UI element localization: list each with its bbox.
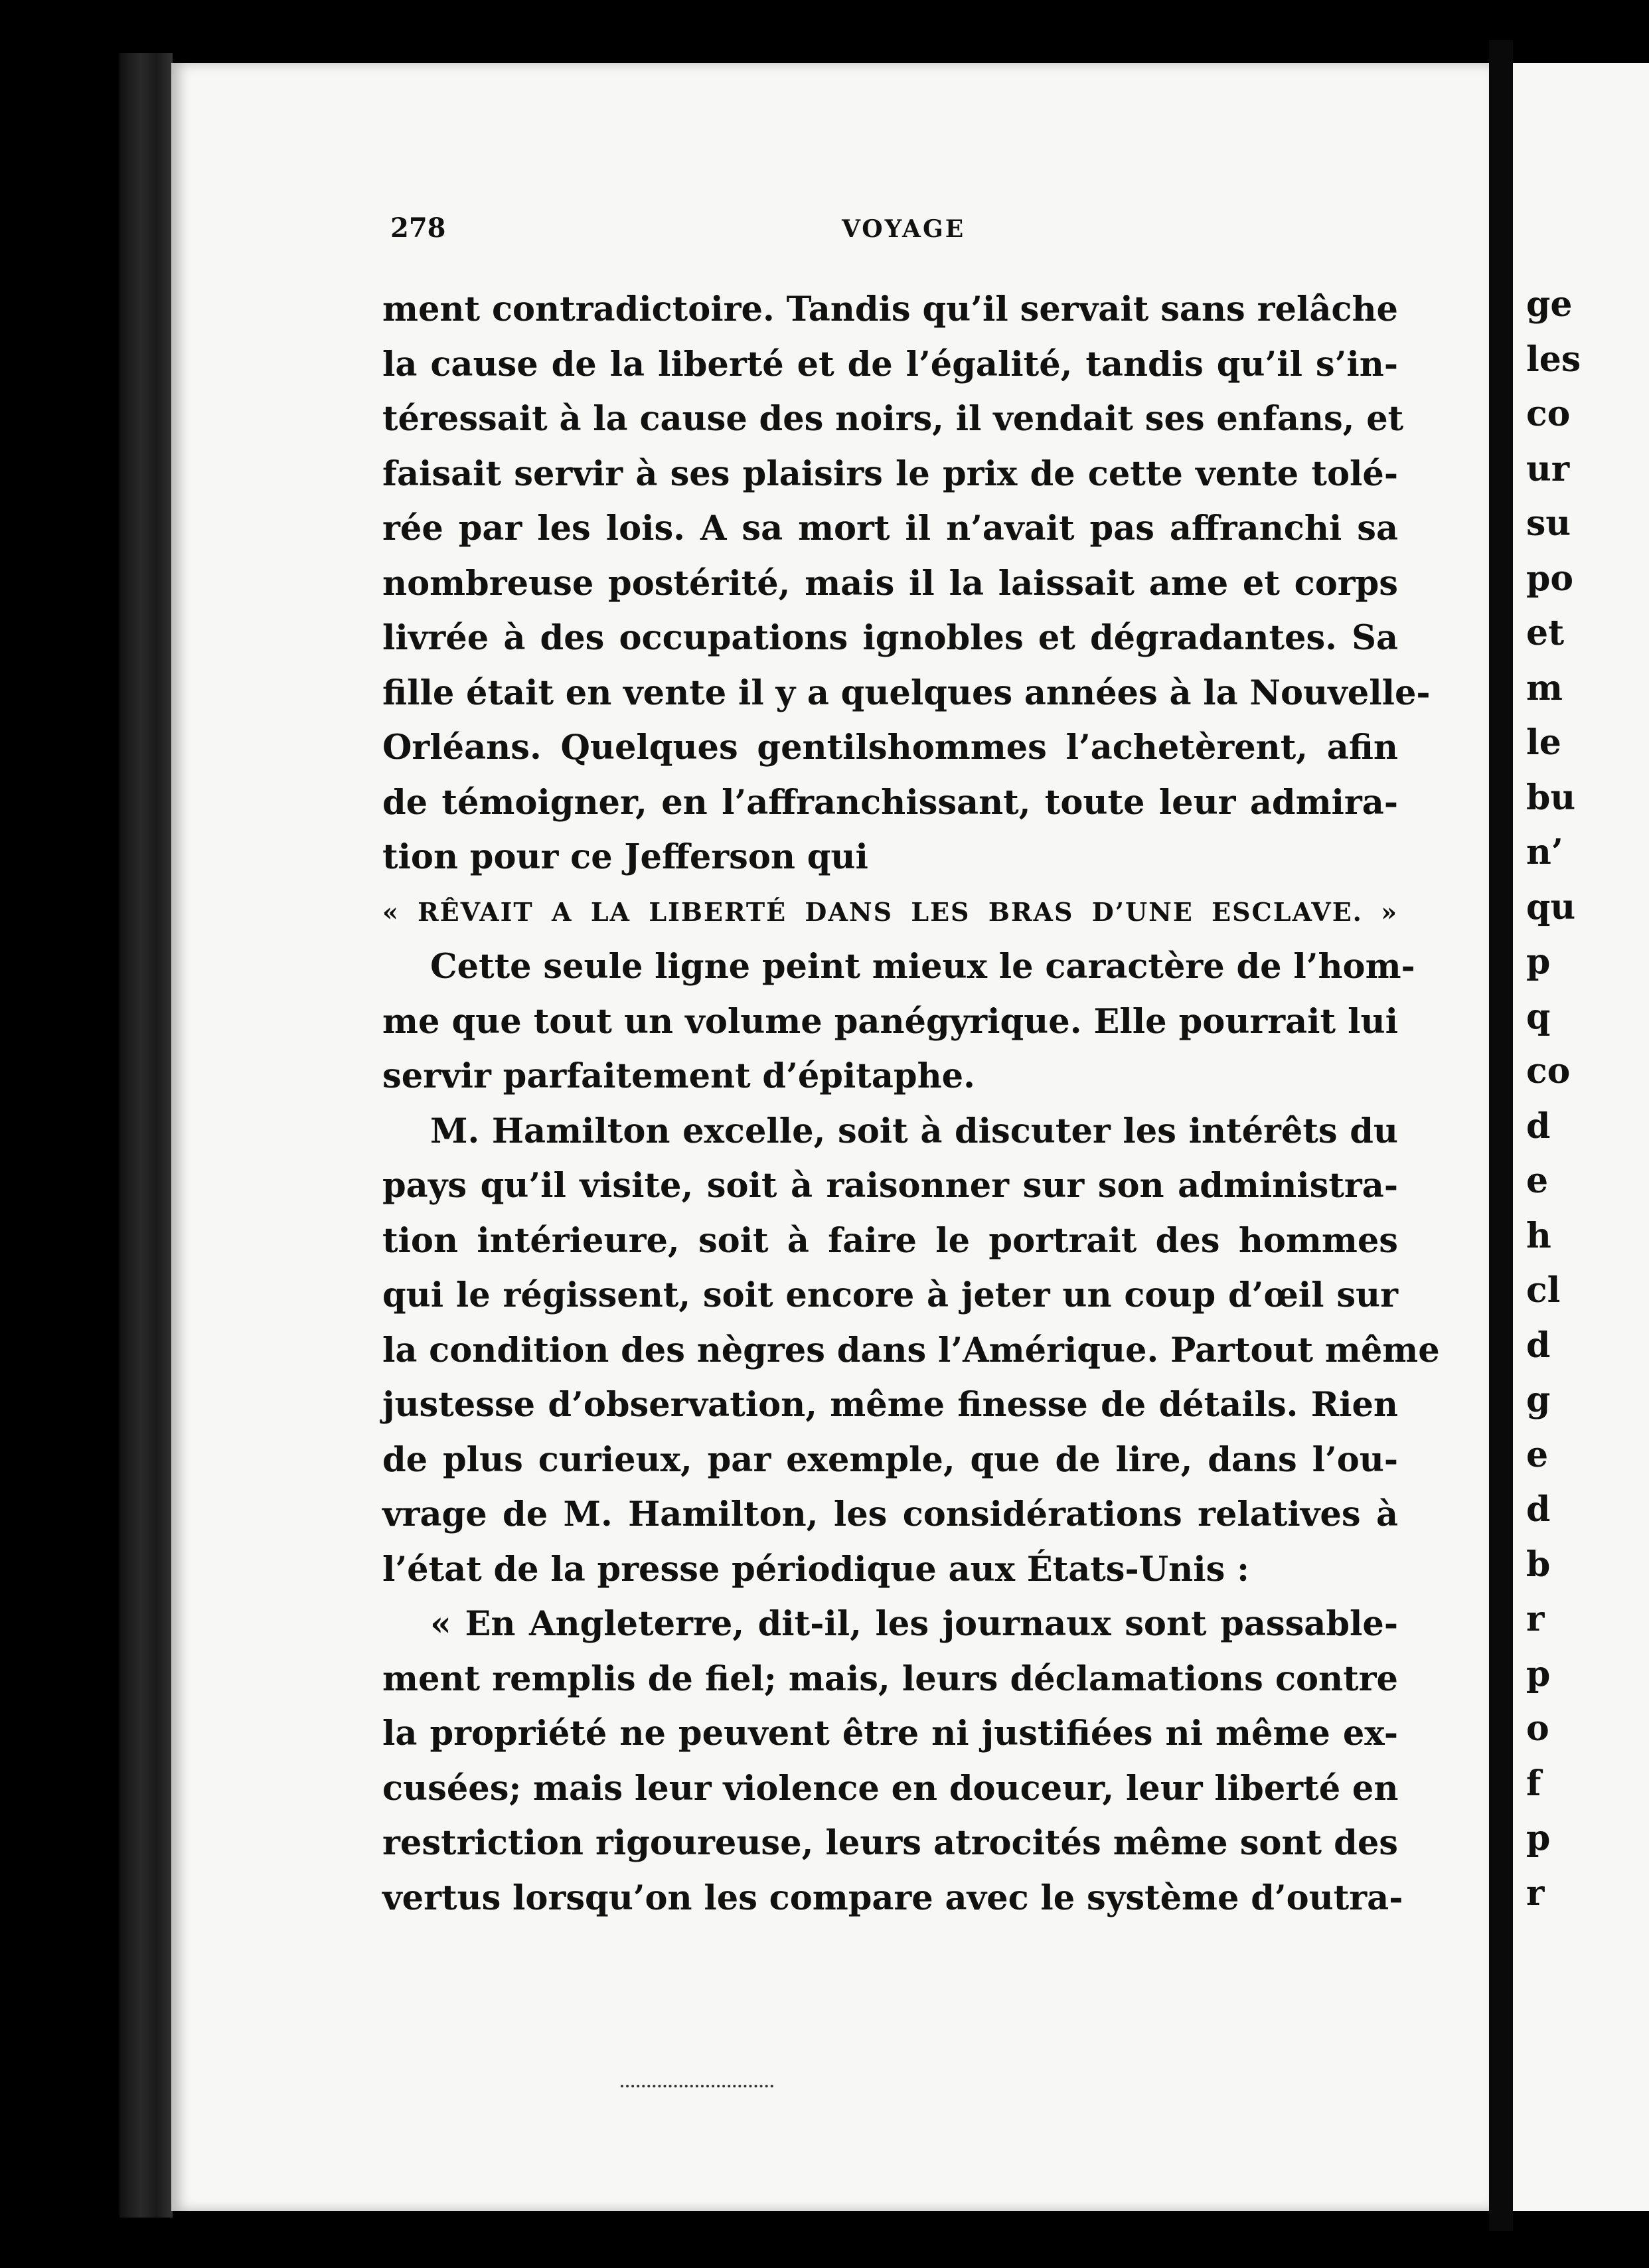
running-head: VOYAGE — [842, 215, 966, 243]
text-line: vertus lorsqu’on les compare avec le système d’outra- — [382, 1878, 1403, 1918]
text-line: « En Angleterre, dit-il, les journaux sont passable- — [430, 1604, 1398, 1644]
text-line: me que tout un volume panégyrique. Elle pourrait lui — [382, 1001, 1398, 1042]
facing-page-fragment: p — [1526, 941, 1551, 982]
facing-page-fragment: co — [1526, 394, 1571, 434]
text-line: livrée à des occupations ignobles et dégradantes. Sa — [382, 618, 1398, 658]
facing-page-fragment: cl — [1526, 1270, 1561, 1311]
text-line: la condition des nègres dans l’Amérique. Partout même — [382, 1330, 1440, 1370]
facing-page-fragment: d — [1526, 1325, 1551, 1366]
text-line: la cause de la liberté et de l’égalité, tandis qu’il s’in- — [382, 344, 1398, 384]
text-line: ment remplis de fiel; mais, leurs déclamations contre — [382, 1659, 1398, 1699]
facing-page-fragment: d — [1526, 1489, 1551, 1530]
facing-page-fragment: su — [1526, 503, 1571, 544]
facing-page-fragment: les — [1526, 339, 1581, 380]
facing-page-fragment: ge — [1526, 284, 1573, 325]
text-line: vrage de M. Hamilton, les considérations relatives à — [382, 1495, 1398, 1534]
text-line: Cette seule ligne peint mieux le caractère de l’hom- — [430, 947, 1415, 987]
text-line: ment contradictoire. Tandis qu’il servait sans relâche — [382, 289, 1398, 329]
facing-page-fragment: g — [1526, 1380, 1551, 1420]
text-line: restriction rigoureuse, leurs atrocités même sont des — [382, 1823, 1398, 1863]
facing-page-fragment: qu — [1526, 886, 1576, 928]
footer-dotted-rule — [621, 2085, 773, 2087]
text-line: servir parfaitement d’épitaphe. — [382, 1056, 975, 1096]
text-line: cusées; mais leur violence en douceur, leur liberté en — [382, 1768, 1399, 1809]
text-line: la propriété ne peuvent être ni justifiées ni même ex- — [382, 1714, 1398, 1753]
facing-page-fragment: co — [1526, 1051, 1571, 1092]
text-line: qui le régissent, soit encore à jeter un coup d’œil sur — [382, 1275, 1398, 1315]
facing-page-fragment: d — [1526, 1105, 1551, 1147]
text-line: tion pour ce Jefferson qui — [382, 837, 868, 877]
facing-page-fragment: e — [1526, 1161, 1549, 1201]
text-line: pays qu’il visite, soit à raisonner sur son administra- — [382, 1166, 1398, 1206]
quoted-line: « RÊVAIT A LA LIBERTÉ DANS LES BRAS D’UNE ESCLAVE. » — [382, 896, 1398, 927]
facing-page-fragment: r — [1526, 1872, 1545, 1913]
book-edge-shadow — [119, 53, 173, 2218]
page-number: 278 — [390, 212, 446, 244]
facing-page-fragment: bu — [1526, 777, 1576, 818]
facing-page-fragment: p — [1526, 1818, 1551, 1858]
facing-page-fragment: p — [1526, 1653, 1551, 1694]
facing-page-fragment: f — [1526, 1763, 1541, 1804]
text-line: téressait à la cause des noirs, il vendait ses enfans, et — [382, 399, 1404, 439]
text-line: l’état de la presse périodique aux États-Unis : — [382, 1549, 1249, 1589]
text-line: nombreuse postérité, mais il la laissait ame et corps — [382, 563, 1398, 604]
facing-page-fragment: o — [1526, 1708, 1549, 1749]
facing-page-fragment: po — [1526, 558, 1574, 599]
facing-page-fragment: b — [1526, 1544, 1551, 1585]
book-gutter — [1489, 40, 1513, 2231]
facing-page-fragment: e — [1526, 1434, 1549, 1475]
facing-page-fragment: q — [1526, 996, 1551, 1037]
facing-page-fragment: m — [1526, 667, 1563, 708]
facing-page-fragment: et — [1526, 613, 1565, 653]
text-line: rée par les lois. A sa mort il n’avait pas affranchi sa — [382, 509, 1398, 548]
facing-page-fragment: ur — [1526, 448, 1570, 489]
facing-page-fragment: n’ — [1526, 832, 1563, 872]
text-line: fille était en vente il y a quelques années à la Nouvelle- — [382, 673, 1431, 713]
page-header — [390, 212, 1399, 252]
text-line: de plus curieux, par exemple, que de lire, dans l’ou- — [382, 1439, 1398, 1480]
text-line: faisait servir à ses plaisirs le prix de cette vente tolé- — [382, 453, 1398, 494]
facing-page-fragment: le — [1526, 722, 1561, 763]
text-line: Orléans. Quelques gentilshommes l’achetèrent, afin — [382, 728, 1398, 768]
body-text — [382, 282, 1440, 1925]
facing-page-edge — [1513, 63, 1649, 2211]
text-line: de témoigner, en l’affranchissant, toute leur admira- — [382, 782, 1398, 823]
text-line: tion intérieure, soit à faire le portrait des hommes — [382, 1220, 1398, 1261]
text-line: M. Hamilton excelle, soit à discuter les intérêts du — [430, 1111, 1398, 1151]
facing-page-fragment: h — [1526, 1215, 1551, 1256]
text-line: justesse d’observation, même finesse de détails. Rien — [382, 1385, 1398, 1425]
facing-page-fragment: r — [1526, 1599, 1545, 1639]
